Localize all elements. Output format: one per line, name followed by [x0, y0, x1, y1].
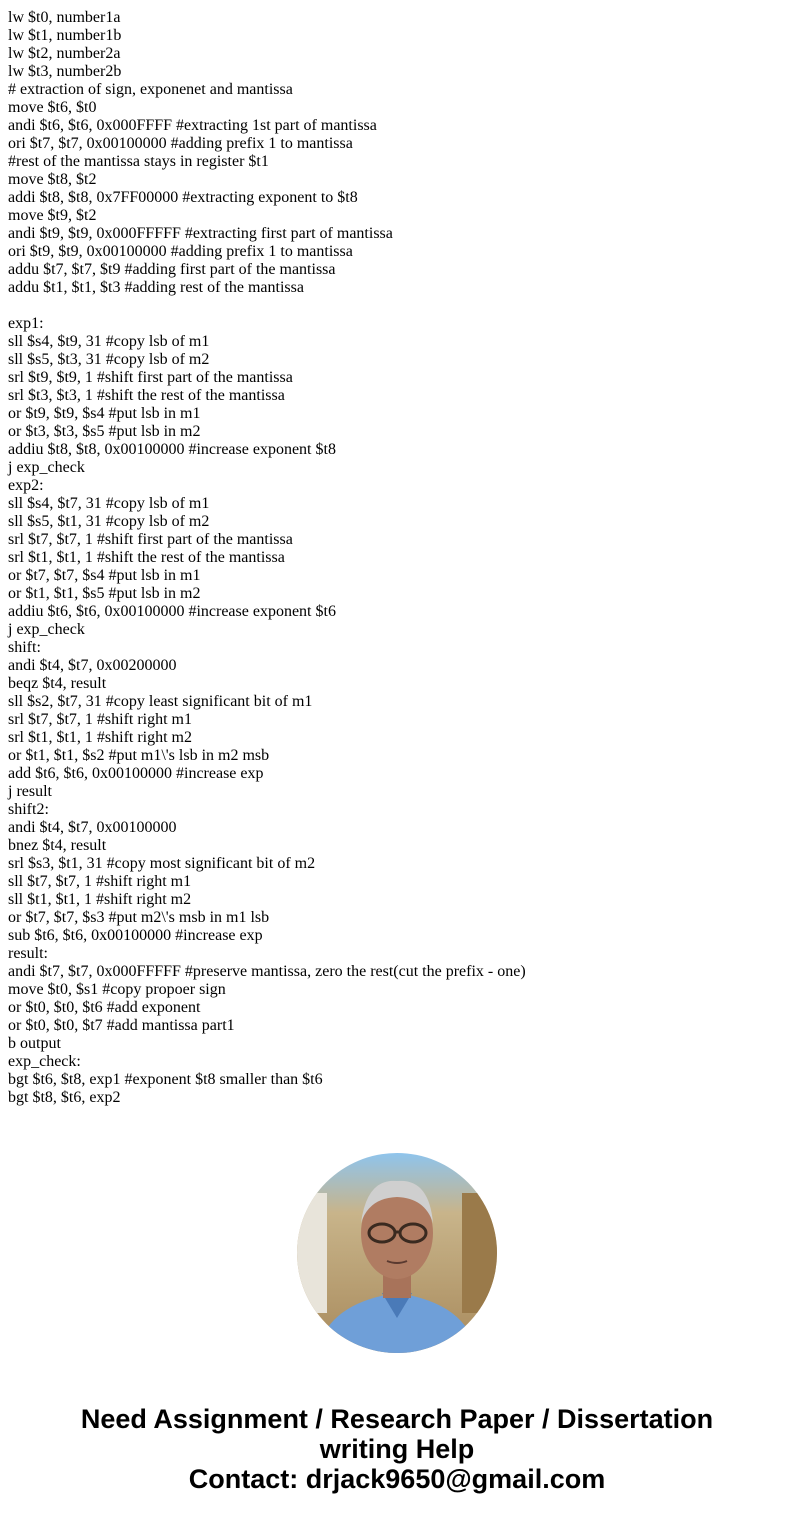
code-line: sll $s4, $t7, 31 #copy lsb of m1 [8, 495, 210, 512]
code-line: srl $t7, $t7, 1 #shift first part of the mantissa [8, 531, 293, 548]
code-line: sll $s5, $t1, 31 #copy lsb of m2 [8, 513, 210, 530]
code-line: move $t9, $t2 [8, 207, 97, 224]
code-line: addi $t8, $t8, 0x7FF00000 #extracting exponent to $t8 [8, 189, 358, 206]
code-line: shift: [8, 639, 41, 656]
code-line: sll $t1, $t1, 1 #shift right m2 [8, 891, 192, 908]
code-line: move $t6, $t0 [8, 99, 97, 116]
code-line: or $t0, $t0, $t7 #add mantissa part1 [8, 1017, 235, 1034]
code-line: sll $s2, $t7, 31 #copy least significant bit of m1 [8, 693, 313, 710]
code-line: sll $s5, $t3, 31 #copy lsb of m2 [8, 351, 210, 368]
code-line: move $t8, $t2 [8, 171, 97, 188]
code-line: srl $s3, $t1, 31 #copy most significant bit of m2 [8, 855, 316, 872]
code-line: exp2: [8, 477, 44, 494]
code-line: srl $t1, $t1, 1 #shift the rest of the mantissa [8, 549, 285, 566]
code-line: andi $t7, $t7, 0x000FFFFF #preserve mantissa, zero the rest(cut the prefix - one) [8, 963, 526, 980]
code-line: or $t7, $t7, $s4 #put lsb in m1 [8, 567, 201, 584]
author-photo [297, 1153, 497, 1353]
promo-line-1: Need Assignment / Research Paper / Dissertation [80, 1404, 714, 1434]
code-line: ori $t7, $t7, 0x00100000 #adding prefix 1 to mantissa [8, 135, 353, 152]
code-line: # extraction of sign, exponenet and mantissa [8, 81, 293, 98]
code-line: or $t1, $t1, $s2 #put m1\'s lsb in m2 msb [8, 747, 270, 764]
code-line: addiu $t6, $t6, 0x00100000 #increase exponent $t6 [8, 603, 336, 620]
code-line: bgt $t6, $t8, exp1 #exponent $t8 smaller than $t6 [8, 1071, 323, 1088]
code-line: addiu $t8, $t8, 0x00100000 #increase exponent $t8 [8, 441, 336, 458]
code-line: exp1: [8, 315, 44, 332]
code-line: bnez $t4, result [8, 837, 107, 854]
code-line: result: [8, 945, 48, 962]
code-line: srl $t1, $t1, 1 #shift right m2 [8, 729, 192, 746]
code-line: lw $t0, number1a [8, 9, 121, 26]
code-line [8, 297, 526, 315]
code-line: sub $t6, $t6, 0x00100000 #increase exp [8, 927, 263, 944]
code-line: addu $t7, $t7, $t9 #adding first part of the mantissa [8, 261, 336, 278]
code-line: srl $t3, $t3, 1 #shift the rest of the mantissa [8, 387, 285, 404]
code-line: exp_check: [8, 1053, 81, 1070]
code-line: or $t9, $t9, $s4 #put lsb in m1 [8, 405, 201, 422]
code-line: lw $t1, number1b [8, 27, 122, 44]
code-line: srl $t9, $t9, 1 #shift first part of the mantissa [8, 369, 293, 386]
code-line: #rest of the mantissa stays in register $t1 [8, 153, 269, 170]
code-line: andi $t4, $t7, 0x00100000 [8, 819, 177, 836]
code-line: andi $t9, $t9, 0x000FFFFF #extracting first part of mantissa [8, 225, 393, 242]
code-line: beqz $t4, result [8, 675, 107, 692]
code-line: move $t0, $s1 #copy propoer sign [8, 981, 226, 998]
code-line: add $t6, $t6, 0x00100000 #increase exp [8, 765, 264, 782]
promo-contact: Contact: drjack9650@gmail.com [188, 1464, 606, 1494]
code-line: addu $t1, $t1, $t3 #adding rest of the mantissa [8, 279, 304, 296]
code-line: j result [8, 783, 52, 800]
code-line: j exp_check [8, 621, 85, 638]
code-line: sll $t7, $t7, 1 #shift right m1 [8, 873, 192, 890]
code-line: or $t1, $t1, $s5 #put lsb in m2 [8, 585, 201, 602]
code-line: or $t0, $t0, $t6 #add exponent [8, 999, 201, 1016]
code-line: srl $t7, $t7, 1 #shift right m1 [8, 711, 192, 728]
code-line: andi $t4, $t7, 0x00200000 [8, 657, 177, 674]
code-line: bgt $t8, $t6, exp2 [8, 1089, 121, 1106]
code-line: ori $t9, $t9, 0x00100000 #adding prefix 1 to mantissa [8, 243, 353, 260]
contact-banner [0, 1404, 794, 1494]
promo-line-2: writing Help [319, 1434, 475, 1464]
code-line: or $t7, $t7, $s3 #put m2\'s msb in m1 lsb [8, 909, 270, 926]
code-line: andi $t6, $t6, 0x000FFFF #extracting 1st part of mantissa [8, 117, 377, 134]
code-line: sll $s4, $t9, 31 #copy lsb of m1 [8, 333, 210, 350]
code-line: lw $t3, number2b [8, 63, 122, 80]
code-line: b output [8, 1035, 61, 1052]
code-line: j exp_check [8, 459, 85, 476]
code-listing [8, 9, 526, 1107]
code-line: lw $t2, number2a [8, 45, 121, 62]
code-line: or $t3, $t3, $s5 #put lsb in m2 [8, 423, 201, 440]
code-line: shift2: [8, 801, 49, 818]
